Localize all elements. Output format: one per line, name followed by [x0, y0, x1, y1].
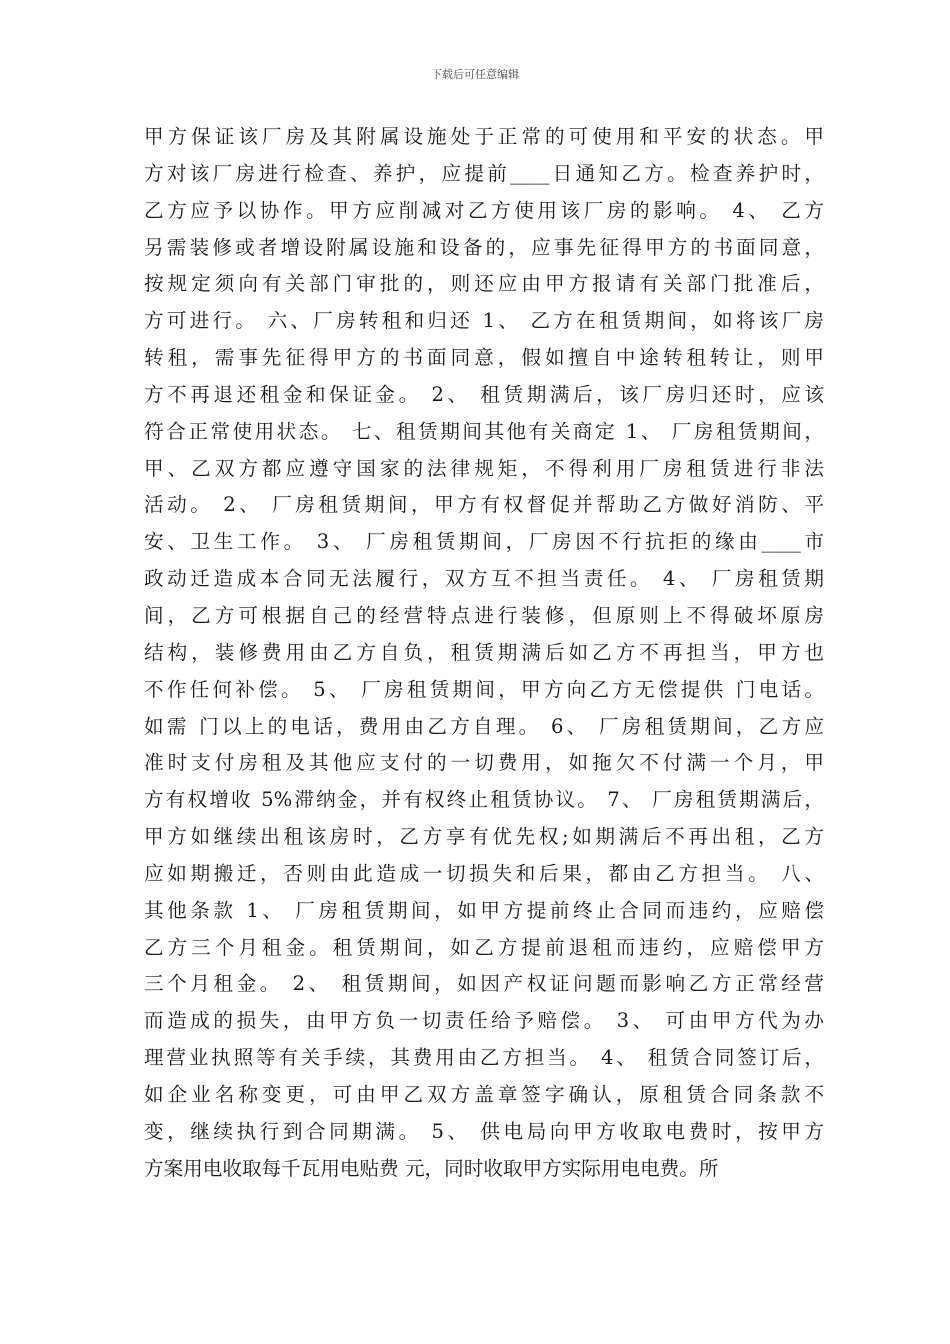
body-line: 方不再退还租金和保证金。 2、 租赁期满后，该厂房归还时，应该: [144, 382, 824, 406]
body-line: 不作任何补偿。 5、 厂房租赁期间，甲方向乙方无偿提供 门电话。: [144, 677, 824, 701]
body-line: 符合正常使用状态。 七、租赁期间其他有关商定 1、 厂房租赁期间，: [144, 419, 824, 443]
body-line: 变，继续执行到合同期满。 5、 供电局向甲方收取电费时，按甲方: [144, 1119, 824, 1143]
document-body: [144, 119, 824, 1187]
body-line: 方有权增收 5%滞纳金，并有权终止租赁协议。 7、 厂房租赁期满后，: [144, 788, 824, 812]
body-line: 如企业名称变更，可由甲乙双方盖章签字确认，原租赁合同条款不: [144, 1082, 824, 1106]
body-line: 乙方三个月租金。租赁期间，如乙方提前退租而违约，应赔偿甲方: [144, 935, 824, 959]
body-line: 如需 门以上的电话，费用由乙方自理。 6、 厂房租赁期间，乙方应: [144, 714, 824, 738]
body-line: 甲方如继续出租该房时，乙方享有优先权;如期满后不再出租，乙方: [144, 825, 824, 849]
body-line: 按规定须向有关部门审批的，则还应由甲方报请有关部门批准后，: [144, 272, 824, 296]
body-line: 结构，装修费用由乙方自负，租赁期满后如乙方不再担当，甲方也: [144, 640, 824, 664]
body-line: 应如期搬迁，否则由此造成一切损失和后果，都由乙方担当。 八、: [144, 861, 824, 885]
body-line: 间，乙方可根据自己的经营特点进行装修，但原则上不得破坏原房: [144, 603, 824, 627]
body-line: 准时支付房租及其他应支付的一切费用，如拖欠不付满一个月，甲: [144, 751, 824, 775]
body-line: 转租，需事先征得甲方的书面同意，假如擅自中途转租转让，则甲: [144, 346, 824, 370]
body-line: 政动迁造成本合同无法履行，双方互不担当责任。 4、 厂房租赁期: [144, 567, 824, 591]
body-line: 理营业执照等有关手续，其费用由乙方担当。 4、 租赁合同签订后，: [144, 1046, 824, 1070]
body-line: 甲、乙双方都应遵守国家的法律规矩，不得利用厂房租赁进行非法: [144, 456, 824, 480]
body-line: 方案用电收取每千瓦用电贴费 元，同时收取甲方实际用电电费。所: [144, 1156, 719, 1180]
body-line: 而造成的损失，由甲方负一切责任给予赔偿。 3、 可由甲方代为办: [144, 1009, 824, 1033]
body-line: 另需装修或者增设附属设施和设备的，应事先征得甲方的书面同意，: [144, 235, 824, 259]
body-line: 甲方保证该厂房及其附属设施处于正常的可使用和平安的状态。甲: [144, 125, 824, 148]
body-line: 三个月租金。 2、 租赁期间，如因产权证问题而影响乙方正常经营: [144, 972, 824, 996]
body-line: 方对该厂房进行检查、养护，应提前____日通知乙方。检查养护时，: [144, 161, 824, 185]
body-line: 安、卫生工作。 3、 厂房租赁期间，厂房因不行抗拒的缘由____市: [144, 530, 824, 554]
body-line: 活动。 2、 厂房租赁期间，甲方有权督促并帮助乙方做好消防、平: [144, 493, 824, 517]
body-line: 方可进行。 六、厂房转租和归还 1、 乙方在租赁期间，如将该厂房: [144, 309, 824, 333]
page-header: 下载后可任意编辑: [431, 68, 519, 81]
body-line: 其他条款 1、 厂房租赁期间，如甲方提前终止合同而违约，应赔偿: [144, 898, 824, 922]
body-line: 乙方应予以协作。甲方应削减对乙方使用该厂房的影响。 4、 乙方: [144, 198, 824, 222]
